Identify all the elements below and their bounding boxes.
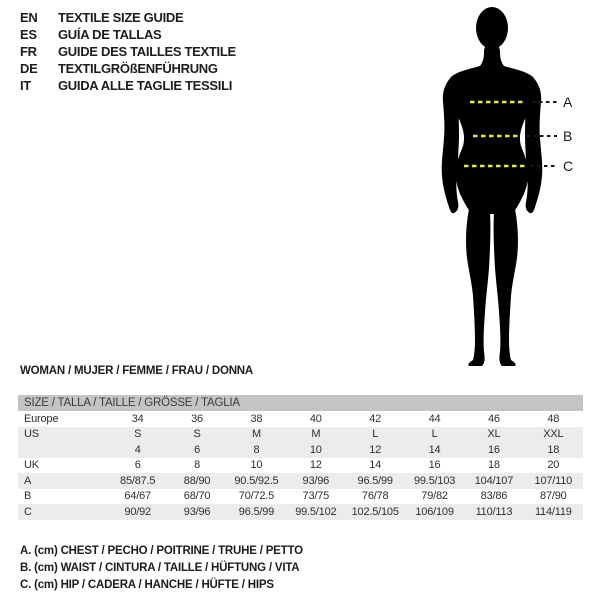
table-cell: 16 bbox=[428, 459, 441, 472]
table-cell: L bbox=[431, 428, 438, 441]
table-row-us-letters bbox=[18, 427, 583, 443]
table-cell: 12 bbox=[309, 459, 322, 472]
table-cell: 14 bbox=[428, 443, 441, 456]
table-cell: 14 bbox=[369, 459, 382, 472]
table-row-europe bbox=[18, 411, 583, 427]
table-cell: 68/70 bbox=[183, 490, 211, 503]
table-cell: 20 bbox=[547, 459, 560, 472]
table-cell: 87/90 bbox=[540, 490, 567, 503]
table-cell: XL bbox=[487, 428, 501, 441]
language-code: EN bbox=[20, 10, 38, 25]
language-row-fr bbox=[20, 43, 236, 60]
table-cell: 70/72.5 bbox=[238, 490, 275, 503]
table-cell: 46 bbox=[488, 412, 500, 425]
table-cell: 104/107 bbox=[474, 474, 514, 487]
table-cell: 8 bbox=[194, 459, 201, 472]
table-cell: 88/90 bbox=[183, 474, 211, 487]
table-cell: 18 bbox=[488, 459, 500, 472]
table-cell: 12 bbox=[369, 443, 382, 456]
marker-label-c: C bbox=[563, 158, 574, 174]
table-cell: 93/96 bbox=[183, 505, 211, 518]
language-row-de bbox=[20, 60, 236, 77]
row-label: Europe bbox=[24, 412, 59, 425]
language-row-en bbox=[20, 9, 236, 26]
table-row-us-numbers bbox=[18, 442, 583, 458]
language-code: IT bbox=[20, 78, 31, 93]
table-cell: 90.5/92.5 bbox=[234, 474, 279, 487]
table-cell: 34 bbox=[131, 412, 144, 425]
legend-chest: A. (cm) CHEST / PECHO / POITRINE / TRUHE / PETTO bbox=[20, 545, 303, 557]
table-cell: 42 bbox=[369, 412, 382, 425]
table-cell: 8 bbox=[253, 443, 260, 456]
table-cell: 38 bbox=[250, 412, 263, 425]
silhouette-torso bbox=[449, 44, 536, 214]
silhouette-left-arm bbox=[442, 77, 459, 213]
table-title: WOMAN / MUJER / FEMME / FRAU / DONNA bbox=[20, 365, 254, 377]
table-cell: S bbox=[193, 428, 201, 441]
table-cell: 90/92 bbox=[124, 505, 151, 518]
table-cell: 73/75 bbox=[302, 490, 330, 503]
language-code: FR bbox=[20, 44, 37, 59]
table-cell: 99.5/103 bbox=[413, 474, 456, 487]
language-label: GUÍA DE TALLAS bbox=[58, 27, 162, 42]
table-cell: 64/67 bbox=[124, 490, 151, 503]
size-table-header: SIZE / TALLA / TAILLE / GRÖSSE / TAGLIA bbox=[18, 395, 583, 411]
table-cell: 6 bbox=[194, 443, 201, 456]
size-table bbox=[18, 411, 583, 520]
table-cell: M bbox=[251, 428, 261, 441]
table-row-hip bbox=[18, 504, 583, 520]
row-label: UK bbox=[24, 459, 39, 472]
table-cell: 96.5/99 bbox=[238, 505, 275, 518]
language-row-es bbox=[20, 26, 236, 43]
row-label: A bbox=[24, 474, 32, 487]
row-label: US bbox=[24, 428, 39, 441]
silhouette-right-arm bbox=[525, 77, 542, 213]
table-cell: 6 bbox=[134, 459, 141, 472]
table-cell: 107/110 bbox=[534, 474, 573, 487]
table-row-chest bbox=[18, 473, 583, 489]
table-cell: 18 bbox=[547, 443, 560, 456]
language-label: TEXTILGRÖßENFÜHRUNG bbox=[58, 61, 218, 76]
table-cell: 85/87.5 bbox=[120, 474, 156, 487]
table-cell: 36 bbox=[191, 412, 203, 425]
table-cell: 110/113 bbox=[475, 505, 513, 518]
legend-hip: C. (cm) HIP / CADERA / HANCHE / HÜFTE / HIPS bbox=[20, 579, 274, 591]
table-cell: 76/78 bbox=[361, 490, 389, 503]
woman-silhouette bbox=[442, 7, 543, 366]
table-cell: 4 bbox=[134, 443, 141, 456]
language-list bbox=[20, 9, 236, 94]
table-cell: 79/82 bbox=[421, 490, 448, 503]
table-cell: 48 bbox=[547, 412, 560, 425]
size-table-section bbox=[18, 395, 583, 520]
legend-waist: B. (cm) WAIST / CINTURA / TAILLE / HÜFTUNG / VITA bbox=[20, 562, 300, 574]
language-row-it bbox=[20, 77, 236, 94]
table-cell: S bbox=[134, 428, 142, 441]
table-cell: 99.5/102 bbox=[295, 505, 337, 518]
marker-label-b: B bbox=[563, 128, 573, 144]
table-cell: M bbox=[311, 428, 321, 441]
table-cell: L bbox=[372, 428, 379, 441]
table-row-waist bbox=[18, 489, 583, 505]
silhouette-right-leg bbox=[494, 198, 518, 366]
row-label bbox=[18, 442, 108, 458]
table-cell: XXL bbox=[543, 428, 564, 441]
language-label: TEXTILE SIZE GUIDE bbox=[58, 10, 184, 25]
table-cell: 44 bbox=[428, 412, 441, 425]
silhouette-left-leg bbox=[466, 198, 490, 366]
language-label: GUIDE DES TAILLES TEXTILE bbox=[58, 44, 236, 59]
woman-silhouette-figure bbox=[420, 0, 600, 380]
table-cell: 114/119 bbox=[534, 505, 572, 518]
row-label: B bbox=[24, 490, 32, 503]
table-cell: 10 bbox=[309, 443, 322, 456]
table-cell: 96.5/99 bbox=[357, 474, 393, 487]
table-cell: 10 bbox=[250, 459, 263, 472]
language-label: GUIDA ALLE TAGLIE TESSILI bbox=[58, 78, 233, 93]
table-cell: 106/109 bbox=[415, 505, 454, 518]
table-row-uk bbox=[18, 458, 583, 474]
marker-label-a: A bbox=[563, 94, 573, 110]
table-cell: 93/96 bbox=[302, 474, 330, 487]
table-cell: 40 bbox=[309, 412, 322, 425]
table-cell: 16 bbox=[488, 443, 500, 456]
measurement-legend bbox=[20, 543, 303, 594]
language-code: DE bbox=[20, 61, 38, 76]
language-code: ES bbox=[20, 27, 37, 42]
silhouette-head bbox=[476, 7, 508, 49]
row-label: C bbox=[24, 505, 32, 518]
table-cell: 102.5/105 bbox=[351, 505, 399, 518]
table-cell: 83/86 bbox=[480, 490, 508, 503]
